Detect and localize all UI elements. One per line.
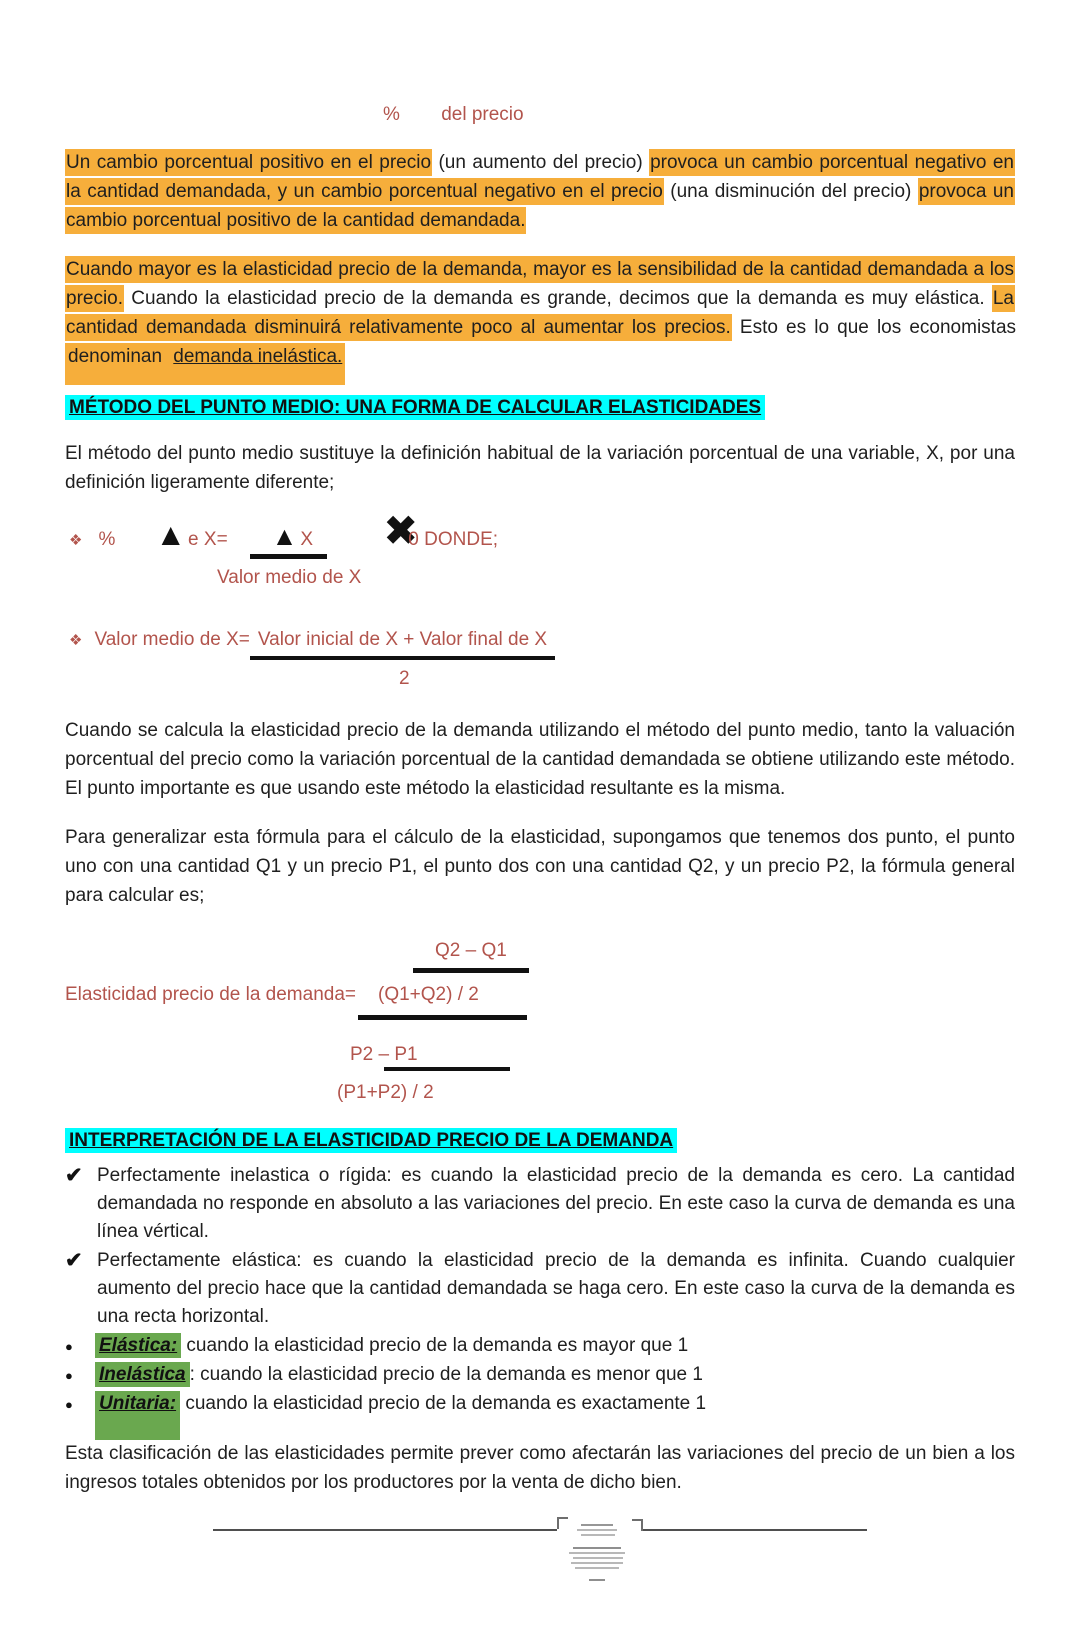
p5-text: Para generalizar esta fórmula para el cálculo de la elasticidad, supongamos que tenemos dos punto, el punto uno con una cantidad Q1 y un precio P1, el punto dos con una cantidad Q2, y un precio P2, la fórmula general para calcular es; bbox=[65, 827, 1015, 906]
p3-text: El método del punto medio sustituye la definición habitual de la variación porcentual de una variable, X, por una definición ligeramente diferente; bbox=[65, 443, 1015, 493]
thumb-text-line bbox=[589, 1579, 605, 1581]
f3-line-p2p1 bbox=[350, 1044, 1015, 1066]
f3-line-label bbox=[65, 984, 1015, 1020]
formula2-row bbox=[69, 629, 1015, 660]
p1-seg2: (un aumento del precio) bbox=[432, 152, 650, 173]
crop-corner-icon bbox=[632, 1519, 643, 1531]
thumb-text-line bbox=[571, 1562, 623, 1564]
p2-seg5-highlight: denominan bbox=[65, 343, 170, 385]
footer-divider bbox=[213, 1529, 867, 1531]
heading-interpretacion-text: INTERPRETACIÓN DE LA ELASTICIDAD PRECIO DE LA DEMANDA bbox=[65, 1128, 677, 1153]
f3-p2p1: P2 – P1 bbox=[350, 1044, 418, 1065]
bullet3-text bbox=[95, 1390, 1015, 1419]
f2-lead: Valor medio de X= bbox=[94, 629, 250, 650]
paragraph-clasificacion bbox=[65, 1439, 1015, 1497]
delta-triangle-icon: ▲ bbox=[271, 521, 298, 551]
term-elastica: Elástica: bbox=[95, 1333, 181, 1358]
inline-image-thumbnail bbox=[557, 1517, 643, 1599]
heading-metodo-punto-medio bbox=[65, 397, 1015, 419]
scribble-cross-icon: ✖ bbox=[383, 507, 419, 554]
list-item-perfectamente-elastica bbox=[65, 1247, 1015, 1331]
bullet1-rest: cuando la elasticidad precio de la demanda es mayor que 1 bbox=[181, 1335, 689, 1356]
list-item-inelastica bbox=[65, 1361, 1015, 1390]
bullet2-text bbox=[95, 1361, 1015, 1390]
p2-seg4: Esto es lo que los economistas bbox=[731, 317, 1017, 338]
f3-q2q1: Q2 – Q1 bbox=[413, 940, 529, 973]
p2-seg6-highlight-underline: demanda inelástica. bbox=[170, 343, 345, 385]
thumb-text-line bbox=[575, 1567, 619, 1569]
f2-denominator: 2 bbox=[399, 668, 410, 689]
term-inelastica: Inelástica bbox=[95, 1362, 190, 1387]
del-precio-label: del precio bbox=[441, 104, 524, 125]
p1-seg4: (una disminución del precio) bbox=[663, 181, 918, 202]
top-formula-del-precio bbox=[383, 104, 1015, 126]
f1-tail: 0 DONDE; bbox=[408, 529, 499, 550]
list-item-perfectamente-inelastica bbox=[65, 1162, 1015, 1246]
paragraph-elasticidad-sensibilidad bbox=[65, 255, 1015, 371]
p2-seg1-highlight: Cuando mayor es la elasticidad precio de la demanda, mayor es la sensibilidad de la cantidad demandada a los precio. bbox=[65, 256, 1015, 312]
thumb-text-line bbox=[581, 1534, 615, 1536]
check-item2-text: Perfectamente elástica: es cuando la elasticidad precio de la demanda es infinita. Cuando cualquier aumento del precio hace que la cantidad demandada se haga cero. En este caso la curva de la demanda es una recta horizontal. bbox=[97, 1250, 1015, 1327]
percent-symbol: % bbox=[383, 104, 400, 125]
checkmark-icon: ✔ bbox=[65, 1164, 83, 1187]
delta-triangle-icon: ▲ bbox=[155, 517, 187, 552]
document-page bbox=[0, 104, 1080, 1621]
bullet3-rest: cuando la elasticidad precio de la demanda es exactamente 1 bbox=[180, 1393, 707, 1414]
p2-seg3-highlight: La cantidad demandada disminuirá relativamente poco al aumentar los precios. bbox=[65, 285, 1015, 341]
p1-seg3-highlight: provoca un cambio porcentual negativo en la cantidad demandada, y un cambio porcentual negativo en el precio bbox=[65, 149, 1015, 205]
formula-variacion-porcentual bbox=[69, 507, 1015, 589]
f3-line-p1p2 bbox=[337, 1082, 1015, 1104]
check-item1-text: Perfectamente inelastica o rígida: es cuando la elasticidad precio de la demanda es cero. La cantidad demandada no responde en absoluto a las variaciones del precio. En este caso la curva de demanda es una línea vértical. bbox=[97, 1165, 1015, 1242]
bullet-icon: ● bbox=[65, 1368, 73, 1383]
paragraph-calculo-punto-medio bbox=[65, 716, 1015, 803]
p4-text: Cuando se calcula la elasticidad precio de la demanda utilizando el método del punto medio, tanto la valuación porcentual del precio como la variación porcentual de la cantidad demandada se obtiene utilizando este método. El punto importante es que usando este método la elasticidad resultante es la misma. bbox=[65, 720, 1015, 799]
thumb-text-line bbox=[569, 1552, 625, 1554]
term-unitaria: Unitaria: bbox=[95, 1391, 180, 1440]
list-item-elastica bbox=[65, 1332, 1015, 1361]
f3-q1q2: (Q1+Q2) / 2 bbox=[358, 984, 527, 1020]
thumb-text-line bbox=[573, 1557, 623, 1559]
thumb-text-line bbox=[581, 1524, 613, 1526]
diamond-bullet-icon: ❖ bbox=[69, 532, 83, 549]
page-footer bbox=[65, 1529, 1015, 1621]
formula-elasticidad-general bbox=[65, 940, 1015, 1104]
bullet-icon: ● bbox=[65, 1397, 73, 1412]
formula-valor-medio bbox=[69, 629, 1015, 690]
paragraph-metodo-punto-medio bbox=[65, 439, 1015, 497]
list-item-unitaria bbox=[65, 1390, 1015, 1419]
p6-text: Esta clasificación de las elasticidades permite prever como afectarán las variaciones del precio de un bien a los ingresos totales obtenidos por los productores por la venta de dicho bien. bbox=[65, 1443, 1015, 1493]
f1-denominator: Valor medio de X bbox=[217, 567, 362, 588]
paragraph-cambio-porcentual bbox=[65, 148, 1015, 235]
bullet-icon: ● bbox=[65, 1339, 73, 1354]
p1-seg5-highlight: provoca un cambio porcentual positivo de la cantidad demandada. bbox=[65, 178, 1015, 234]
crop-corner-icon bbox=[557, 1517, 568, 1529]
thumb-text-line bbox=[577, 1529, 617, 1531]
p2-seg2: Cuando la elasticidad precio de la demanda es grande, decimos que la demanda es muy elástica. bbox=[124, 288, 992, 309]
heading-metodo-text: MÉTODO DEL PUNTO MEDIO: UNA FORMA DE CALCULAR ELASTICIDADES bbox=[65, 395, 765, 420]
f1-numerator bbox=[250, 521, 327, 559]
p1-seg1-highlight: Un cambio porcentual positivo en el precio bbox=[65, 149, 432, 176]
thumb-text-line bbox=[573, 1547, 621, 1549]
paragraph-generalizar-formula bbox=[65, 823, 1015, 910]
f1-lead: e X= bbox=[188, 529, 228, 550]
f3-p1p2: (P1+P2) / 2 bbox=[337, 1082, 434, 1103]
f1-x: X bbox=[300, 529, 314, 550]
bullet1-text bbox=[95, 1332, 1015, 1361]
f2-numerator: Valor inicial de X + Valor final de X bbox=[250, 629, 555, 660]
f1-percent: % bbox=[98, 529, 116, 550]
checkmark-icon: ✔ bbox=[65, 1249, 83, 1272]
formula1-row bbox=[69, 507, 1015, 559]
heading-interpretacion bbox=[65, 1130, 1015, 1152]
diamond-bullet-icon: ❖ bbox=[69, 632, 83, 649]
f3-line-q2q1 bbox=[413, 940, 1015, 962]
f3-label: Elasticidad precio de la demanda= bbox=[65, 984, 356, 1005]
bullet2-rest: : cuando la elasticidad precio de la demanda es menor que 1 bbox=[189, 1364, 703, 1385]
